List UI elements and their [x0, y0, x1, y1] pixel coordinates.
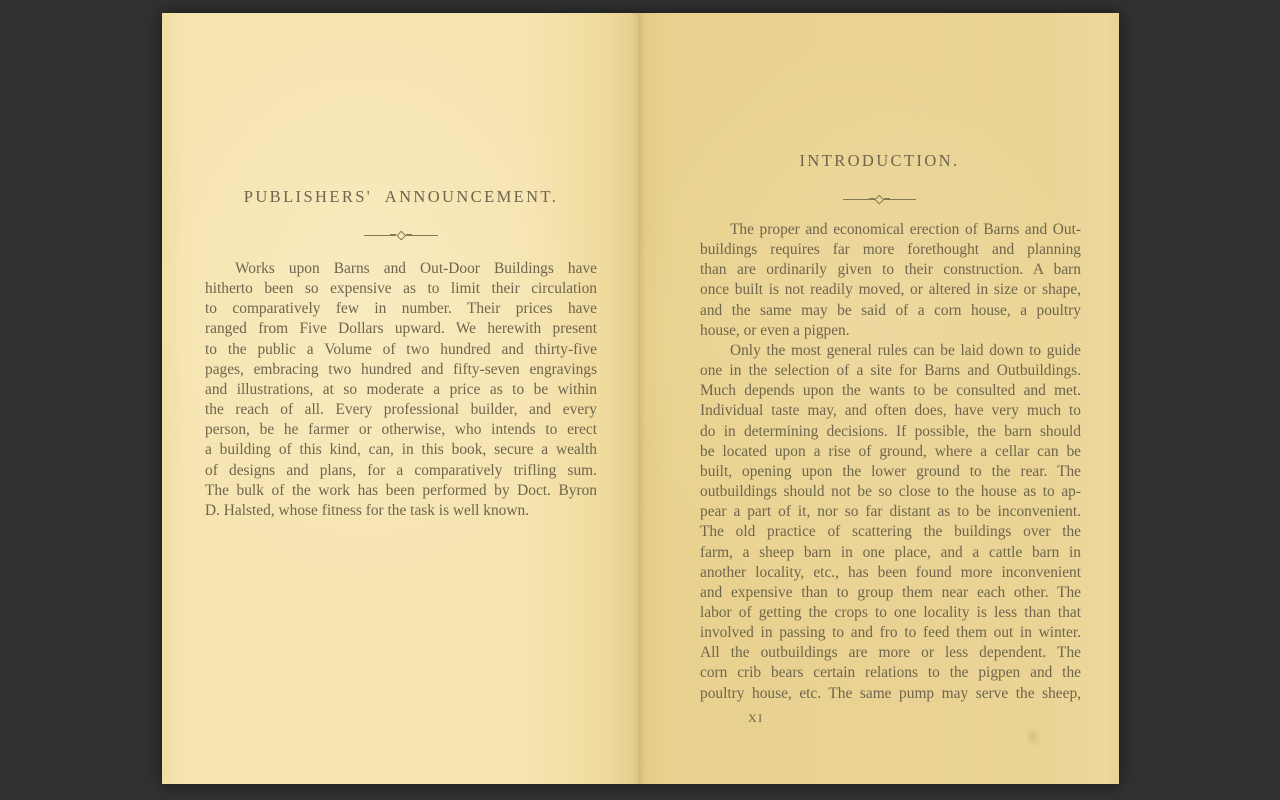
paper-smudge: [1025, 726, 1041, 748]
text-line: involved in passing to and fro to feed them out in winter.: [700, 624, 1081, 642]
text-line: the reach of all. Every professional builder, and every: [205, 401, 597, 419]
text-line: another locality, etc., has been found more inconvenient: [700, 563, 1081, 581]
text-line: to the public a Volume of two hundred and thirty-five: [205, 340, 597, 358]
paragraph: [700, 220, 1081, 341]
text-line: hitherto been so expensive as to limit their circulation: [205, 280, 597, 298]
text-line: and expensive than to group them near each other. The: [700, 583, 1081, 601]
text-line: and illustrations, at so moderate a price as to be within: [205, 380, 597, 398]
divider-diamond-icon: [875, 195, 884, 204]
text-line: one in the selection of a site for Barns and Outbuildings.: [700, 362, 1081, 380]
text-line: a building of this kind, can, in this book, secure a wealth: [205, 441, 597, 459]
paragraph: [205, 259, 597, 521]
right-page-text: [700, 220, 1081, 704]
text-line: to comparatively few in number. Their prices have: [205, 300, 597, 318]
text-line: farm, a sheep barn in one place, and a cattle barn in: [700, 543, 1081, 561]
text-line: ranged from Five Dollars upward. We herewith present: [205, 320, 597, 338]
paragraph: [700, 341, 1081, 704]
text-line: pear a part of it, nor so far distant as to be inconvenient.: [700, 503, 1081, 521]
left-page-title: PUBLISHERS' ANNOUNCEMENT.: [243, 187, 559, 206]
divider-rule-right: [412, 235, 438, 237]
book-spread: [162, 13, 1119, 784]
divider-rule-left: [843, 199, 869, 201]
text-line: person, be he farmer or otherwise, who intends to erect: [205, 421, 597, 439]
page-number: XI: [748, 711, 764, 725]
text-line: Individual taste may, and often does, have very much to: [700, 402, 1081, 420]
divider-rule-left: [364, 235, 390, 237]
text-line: Much depends upon the wants to be consulted and met.: [700, 382, 1081, 400]
section-divider-ornament-icon: [162, 232, 640, 239]
text-line: All the outbuildings are more or less dependent. The: [700, 644, 1081, 662]
text-line: The proper and economical erection of Barns and Out-: [730, 221, 1081, 238]
right-page-title: INTRODUCTION.: [799, 151, 960, 170]
text-line: once built is not readily moved, or altered in size or shape,: [700, 281, 1081, 299]
text-line: built, opening upon the lower ground to the rear. The: [700, 462, 1081, 480]
text-line: of designs and plans, for a comparatively trifling sum.: [205, 461, 597, 479]
text-line: labor of getting the crops to one locality is less than that: [700, 603, 1081, 621]
divider-rule-inner-left: [390, 234, 396, 236]
text-line: house, or even a pigpen.: [700, 321, 850, 339]
left-page-text: [205, 259, 597, 521]
right-page: [640, 13, 1119, 784]
text-line: than are ordinarily given to their construction. A barn: [700, 261, 1081, 279]
divider-rule-right: [890, 199, 916, 201]
section-divider-ornament-icon: [640, 196, 1119, 203]
text-line: D. Halsted, whose fitness for the task is well known.: [205, 501, 530, 519]
text-line: do in determining decisions. If possible, the barn should: [700, 422, 1081, 440]
text-line: corn crib bears certain relations to the pigpen and the: [700, 664, 1081, 682]
text-line: poultry house, etc. The same pump may serve the sheep,: [700, 684, 1081, 702]
text-line: buildings requires far more forethought and planning: [700, 241, 1081, 259]
text-line: The old practice of scattering the buildings over the: [700, 523, 1081, 541]
text-line: Works upon Barns and Out-Door Buildings have: [235, 260, 597, 277]
text-line: pages, embracing two hundred and fifty-seven engravings: [205, 360, 597, 378]
text-line: Only the most general rules can be laid down to guide: [730, 341, 1081, 359]
text-line: be located upon a rise of ground, where a cellar can be: [700, 442, 1081, 460]
divider-diamond-icon: [396, 231, 405, 240]
text-line: and the same may be said of a corn house, a poultry: [700, 301, 1081, 319]
text-line: outbuildings should not be so close to the house as to ap-: [700, 483, 1081, 501]
left-page: [162, 13, 640, 784]
text-line: The bulk of the work has been performed by Doct. Byron: [205, 481, 597, 499]
